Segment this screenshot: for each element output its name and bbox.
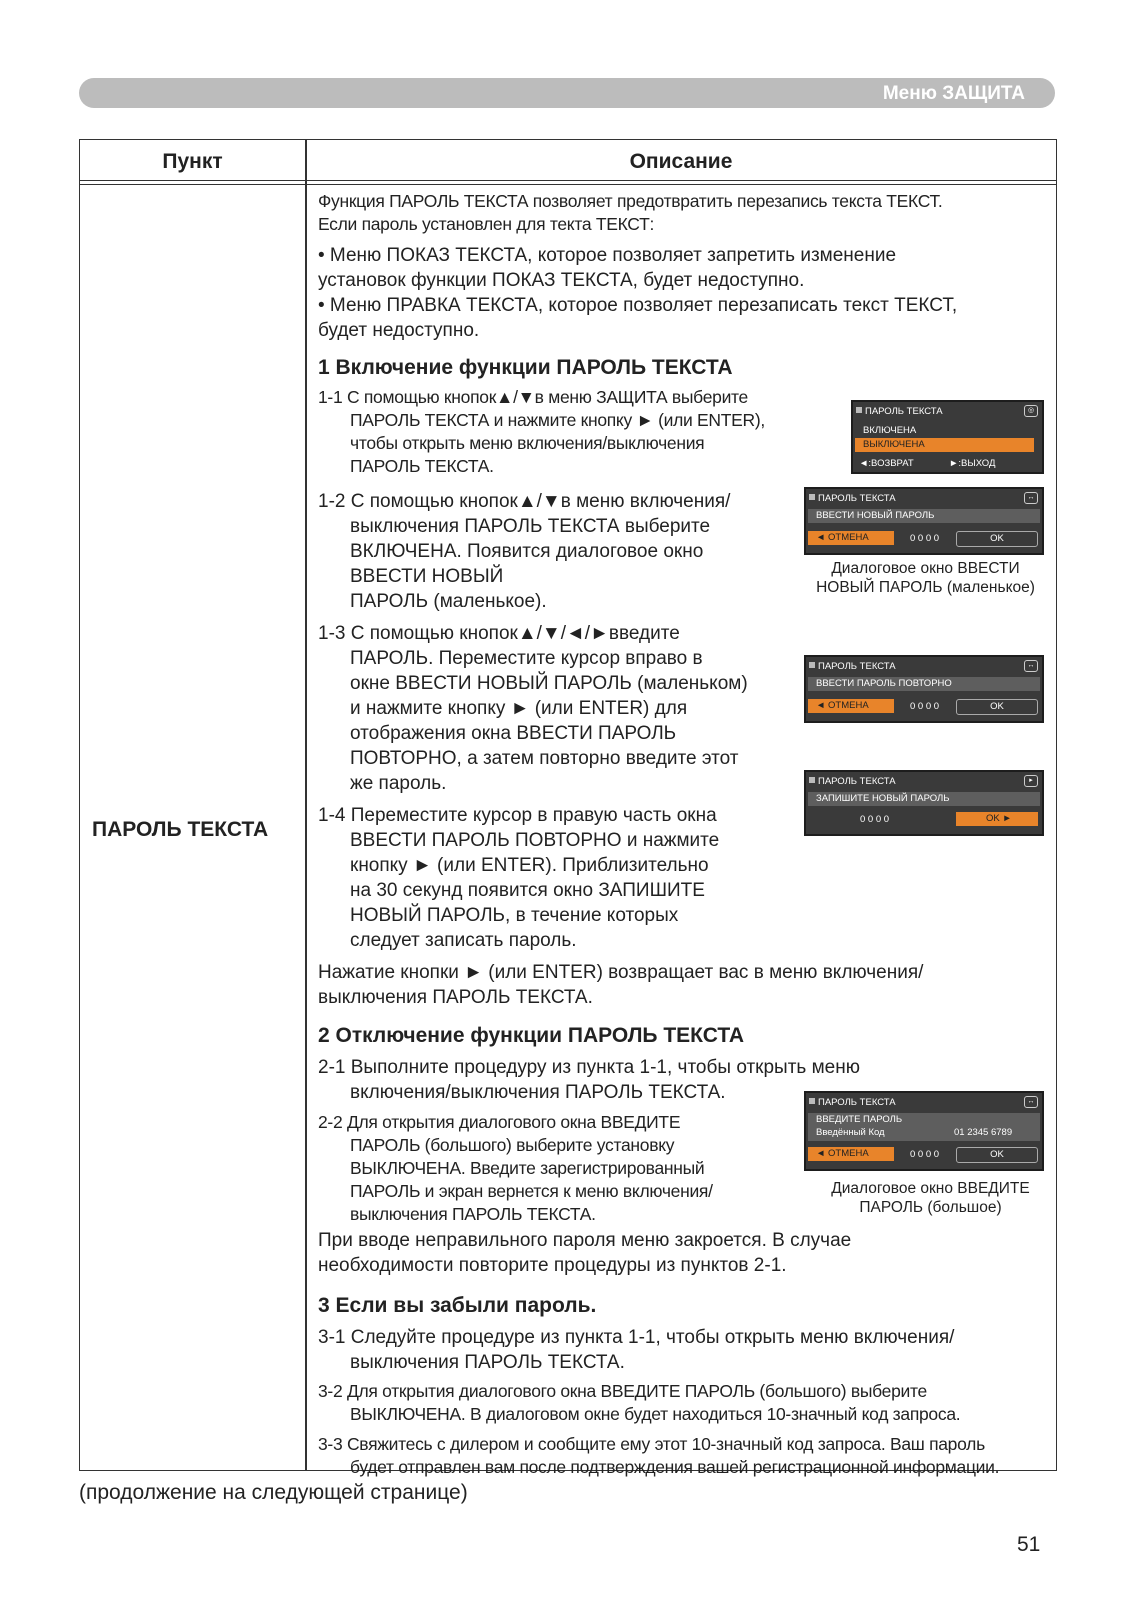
step-1-2: ПАРОЛЬ (маленькое). <box>350 591 547 612</box>
step-1-3: окне ВВЕСТИ НОВЫЙ ПАРОЛЬ (маленьком) <box>350 673 748 694</box>
continued-note: (продолжение на следующей странице) <box>79 1481 468 1504</box>
dialog-enter-password <box>804 1091 1044 1171</box>
section-1-heading: 1 Включение функции ПАРОЛЬ ТЕКСТА <box>318 356 733 379</box>
option-on: ВКЛЮЧЕНА <box>863 425 917 436</box>
step-1-3: отображения окна ВВЕСТИ ПАРОЛЬ <box>350 723 677 744</box>
intro-line: Если пароль установлен для текта ТЕКСТ: <box>318 214 655 234</box>
step-1-3: ПОВТОРНО, а затем повторно введите этот <box>350 748 739 769</box>
step-2-2: 2-2 Для открытия диалогового окна ВВЕДИТЕ <box>318 1112 681 1132</box>
cancel-button: ◄ ОТМЕНА <box>808 699 894 713</box>
step-1-3: 1-3 С помощью кнопок▲/▼/◄/►введите <box>318 623 680 644</box>
step-3-3: будет отправлен вам после подтверждения вашей регистрационной информации. <box>350 1457 1000 1477</box>
dialog-title: ПАРОЛЬ ТЕКСТА <box>818 493 896 504</box>
caption-enter-password: Диалоговое окно ВВЕДИТЕ ПАРОЛЬ (большое) <box>831 1180 1030 1216</box>
step-1-4: НОВЫЙ ПАРОЛЬ, в течение которых <box>350 905 679 926</box>
banner-title: Меню ЗАЩИТА <box>882 83 1025 104</box>
step-1-4: на 30 секунд появится окно ЗАПИШИТЕ <box>350 880 705 901</box>
step-1-4: 1-4 Переместите курсор в правую часть окна <box>318 805 717 826</box>
close-icon: ▸ <box>1024 775 1038 787</box>
dialog-band: ЗАПИШИТЕ НОВЫЙ ПАРОЛЬ <box>808 792 1040 806</box>
caption-new-password: Диалоговое окно ВВЕСТИ НОВЫЙ ПАРОЛЬ (маленькое) <box>816 560 1035 596</box>
close-icon: ↔ <box>1024 660 1038 672</box>
intro-line: будет недоступно. <box>318 320 480 341</box>
intro-line: • Меню ПРАВКА ТЕКСТА, которое позволяет перезаписать текст ТЕКСТ, <box>318 295 958 316</box>
step-1-2: выключения ПАРОЛЬ ТЕКСТА выберите <box>350 516 711 537</box>
header-divider-2 <box>80 184 1056 185</box>
header-description: Описание <box>629 150 733 173</box>
step-1-2: ВВЕСТИ НОВЫЙ <box>350 566 504 587</box>
section-2-note: При вводе неправильного пароля меню закроется. В случае <box>318 1230 852 1251</box>
intro-line: Функция ПАРОЛЬ ТЕКСТА позволяет предотвратить перезапись текста ТЕКСТ. <box>318 191 943 211</box>
step-1-1: ПАРОЛЬ ТЕКСТА и нажмите кнопку ► (или ENTER), <box>350 410 765 430</box>
dialog-band: ВВЕДИТЕ ПАРОЛЬ Введённый Код 01 2345 6789 <box>808 1113 1040 1141</box>
step-1-3: и нажмите кнопку ► (или ENTER) для <box>350 698 688 719</box>
intro-line: установок функции ПОКАЗ ТЕКСТА, будет недоступно. <box>318 270 805 291</box>
menu-icon <box>809 662 815 668</box>
dialog-band: ВВЕСТИ НОВЫЙ ПАРОЛЬ <box>808 509 1040 523</box>
ok-button: OK <box>956 1147 1038 1163</box>
step-1-2: ВКЛЮЧЕНА. Появится диалоговое окно <box>350 541 704 562</box>
step-1-4: ВВЕСТИ ПАРОЛЬ ПОВТОРНО и нажмите <box>350 830 720 851</box>
menu-icon <box>809 1098 815 1104</box>
section-3-heading: 3 Если вы забыли пароль. <box>318 1294 597 1317</box>
step-3-3: 3-3 Свяжитесь с дилером и сообщите ему этот 10-значный код запроса. Ваш пароль <box>318 1434 985 1454</box>
step-1-3: же пароль. <box>350 773 447 794</box>
ok-button: OK ► <box>956 812 1038 826</box>
step-2-2: ВЫКЛЮЧЕНА. Введите зарегистрированный <box>350 1158 705 1178</box>
cancel-button: ◄ ОТМЕНА <box>808 531 894 545</box>
ok-button: OK <box>956 699 1038 715</box>
dialog-repeat-password <box>804 655 1044 723</box>
step-1-1: 1-1 С помощью кнопок▲/▼в меню ЗАЩИТА выберите <box>318 387 748 407</box>
dialog-band: ВВЕСТИ ПАРОЛЬ ПОВТОРНО <box>808 677 1040 691</box>
step-1-2: 1-2 С помощью кнопок▲/▼в меню включения/ <box>318 491 731 512</box>
menu-icon <box>809 777 815 783</box>
close-icon: ◎ <box>1024 405 1038 417</box>
item-name: ПАРОЛЬ ТЕКСТА <box>92 818 269 841</box>
dialog-title: ПАРОЛЬ ТЕКСТА <box>818 661 896 672</box>
step-3-2: 3-2 Для открытия диалогового окна ВВЕДИТЕ ПАРОЛЬ (большого) выберите <box>318 1381 927 1401</box>
request-code: 01 2345 6789 <box>954 1127 1013 1138</box>
section-2-heading: 2 Отключение функции ПАРОЛЬ ТЕКСТА <box>318 1024 745 1047</box>
dialog-new-password <box>804 487 1044 555</box>
step-1-1: ПАРОЛЬ ТЕКСТА. <box>350 456 494 476</box>
section-2-note: необходимости повторите процедуры из пунктов 2-1. <box>318 1255 787 1276</box>
step-2-1: включения/выключения ПАРОЛЬ ТЕКСТА. <box>350 1082 726 1103</box>
step-2-1: 2-1 Выполните процедуру из пункта 1-1, чтобы открыть меню <box>318 1057 860 1078</box>
column-divider <box>305 140 307 1470</box>
menu-icon <box>809 494 815 500</box>
step-1-1: чтобы открыть меню включения/выключения <box>350 433 705 453</box>
back-hint: ◄:ВОЗВРАТ <box>859 458 914 469</box>
step-3-1: 3-1 Следуйте процедуре из пункта 1-1, чтобы открыть меню включения/ <box>318 1327 955 1348</box>
step-1-3: ПАРОЛЬ. Переместите курсор вправо в <box>350 648 703 669</box>
step-2-2: ПАРОЛЬ и экран вернется к меню включения/ <box>350 1181 713 1201</box>
section-1-note: Нажатие кнопки ► (или ENTER) возвращает вас в меню включения/ <box>318 962 924 983</box>
password-digits: 0 0 0 0 <box>910 1149 940 1160</box>
dialog-title: ПАРОЛЬ ТЕКСТА <box>865 406 943 417</box>
cancel-button: ◄ ОТМЕНА <box>808 1147 894 1161</box>
close-icon: ↔ <box>1024 492 1038 504</box>
menu-icon <box>856 407 862 413</box>
close-icon: ↔ <box>1024 1096 1038 1108</box>
dialog-title: ПАРОЛЬ ТЕКСТА <box>818 776 896 787</box>
exit-hint: ►:ВЫХОД <box>949 458 996 469</box>
dialog-on-off <box>851 400 1044 474</box>
intro-line: • Меню ПОКАЗ ТЕКСТА, которое позволяет запретить изменение <box>318 245 897 266</box>
header-divider <box>80 180 1056 181</box>
page-number: 51 <box>1017 1533 1041 1556</box>
step-2-2: выключения ПАРОЛЬ ТЕКСТА. <box>350 1204 596 1224</box>
step-1-4: кнопку ► (или ENTER). Приблизительно <box>350 855 709 876</box>
step-1-4: следует записать пароль. <box>350 930 577 951</box>
password-digits: 0 0 0 0 <box>860 814 890 825</box>
step-3-2: ВЫКЛЮЧЕНА. В диалоговом окне будет находиться 10-значный код запроса. <box>350 1404 961 1424</box>
code-label: Введённый Код <box>816 1127 885 1138</box>
header-item: Пункт <box>162 150 223 173</box>
step-2-2: ПАРОЛЬ (большого) выберите установку <box>350 1135 675 1155</box>
password-digits: 0 0 0 0 <box>910 533 940 544</box>
password-digits: 0 0 0 0 <box>910 701 940 712</box>
section-banner <box>79 78 1055 108</box>
step-3-1: выключения ПАРОЛЬ ТЕКСТА. <box>350 1352 625 1373</box>
dialog-title: ПАРОЛЬ ТЕКСТА <box>818 1097 896 1108</box>
dialog-write-password <box>804 770 1044 836</box>
ok-button: OK <box>956 531 1038 547</box>
section-1-note: выключения ПАРОЛЬ ТЕКСТА. <box>318 987 593 1008</box>
option-off: ВЫКЛЮЧЕНА <box>855 438 1034 452</box>
